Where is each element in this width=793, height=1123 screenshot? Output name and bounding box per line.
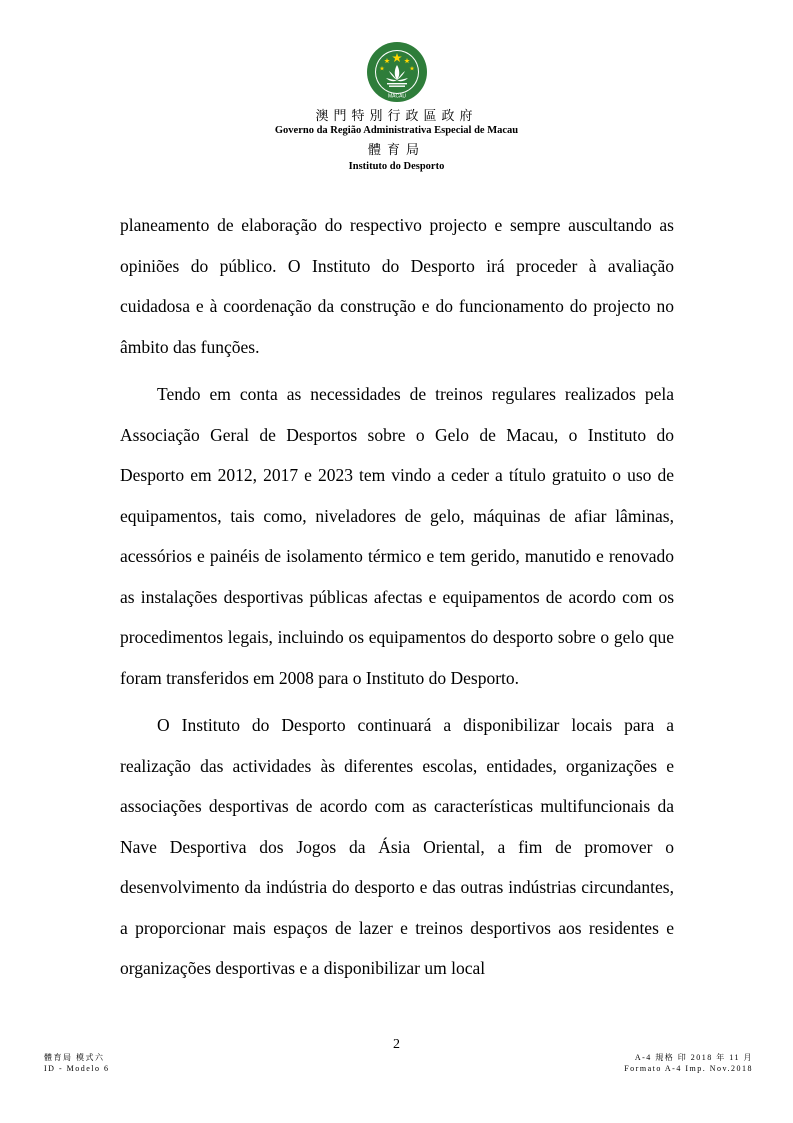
document-body [120,205,674,989]
emblem-label: MACAU [387,93,406,100]
footer-left-model: ID - Modelo 6 [44,1064,110,1073]
macau-emblem-icon [365,40,429,104]
footer-left-chinese: 體育局 模式六 [44,1053,105,1062]
government-title: Governo da Região Administrativa Especial de Macau [274,125,519,136]
document-header [0,40,793,174]
footer-left [44,1052,110,1074]
body-paragraph: O Instituto do Desporto continuará a disponibilizar locais para a realização das actividades às diferentes escolas, entidades, organizações e associações desportivas de acordo com as características multifuncionais da Nave Desportiva dos Jogos da Ásia Oriental, a fim de promover o desenvolvimento da indústria do desporto e das outras indústrias circundantes, a proporcionar mais espaços de lazer e treinos desportivos aos residentes e organizações desportivas e a disponibilizar um local [120,715,674,978]
footer-right [624,1052,753,1074]
body-paragraph: Tendo em conta as necessidades de treinos regulares realizados pela Associação Geral de Desportos sobre o Gelo de Macau, o Instituto do Desporto em 2012, 2017 e 2023 tem vindo a ceder a título gratuito o uso de equipamentos, tais como, niveladores de gelo, máquinas de afiar lâminas, acessórios e painéis de isolamento térmico e tem gerido, manutido e renovado as instalações desportivas públicas afectas e equipamentos de acordo com os procedimentos legais, incluindo os equipamentos do desporto sobre o gelo que foram transferidos em 2008 para o Instituto do Desporto. [120,384,674,688]
footer-right-format: Formato A-4 Imp. Nov.2018 [624,1064,753,1073]
chinese-institute-name: 體育局 [367,142,425,157]
institute-title: Instituto do Desporto [348,161,445,172]
page-number: 2 [393,1037,400,1052]
body-paragraph: planeamento de elaboração do respectivo projecto e sempre auscultando as opiniões do público. O Instituto do Desporto irá proceder à avaliação cuidadosa e à coordenação da construção e do funcionamento do projecto no âmbito das funções. [120,215,674,357]
footer-right-chinese: A-4 規格 印 2018 年 11 月 [634,1053,753,1062]
chinese-government-name: 澳門特別行政區政府 [315,108,478,123]
